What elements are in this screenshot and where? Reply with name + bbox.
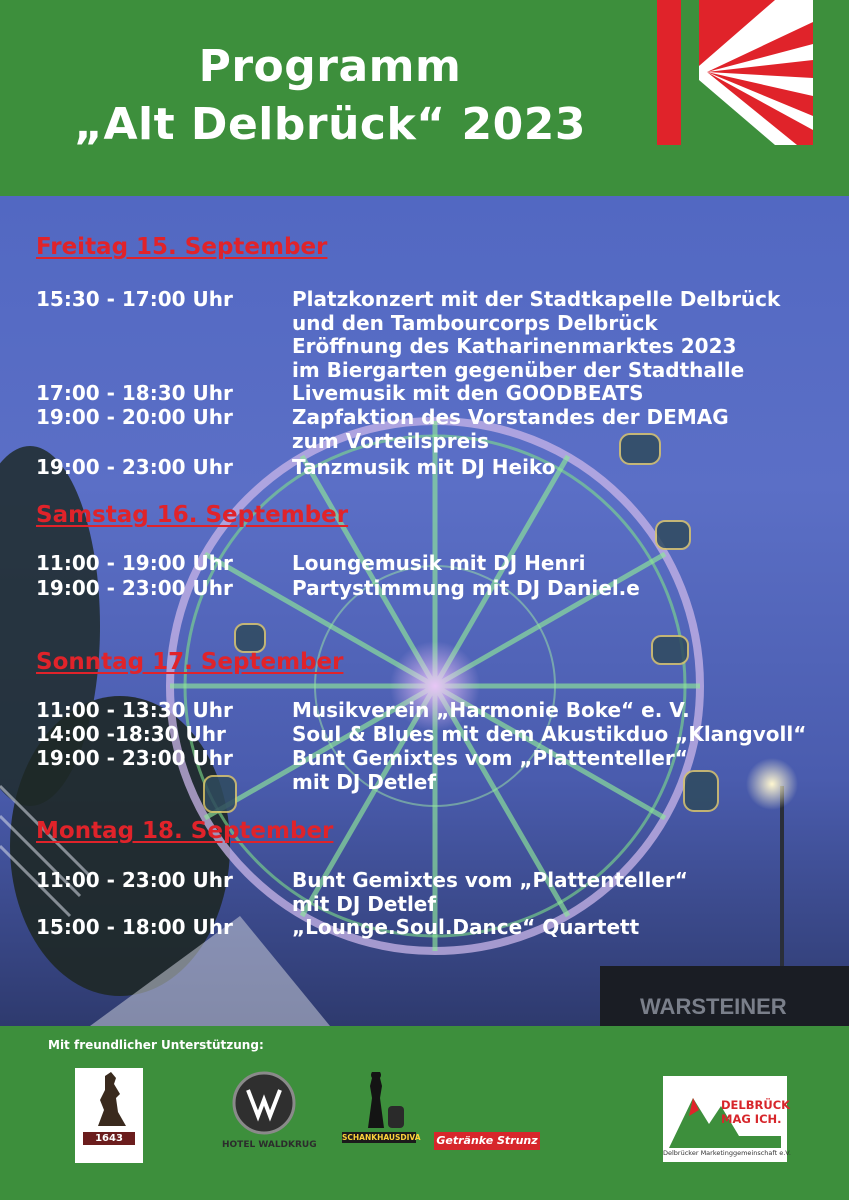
monument-statue-icon [75,1068,143,1130]
support-label: Mit freundlicher Unterstützung: [48,1038,264,1052]
event-schedule [36,196,836,1026]
dmi-line-1: DELBRÜCK [721,1098,791,1112]
title-line-1: Programm [198,41,462,92]
sponsor-footer [0,1026,849,1200]
header-banner [0,0,849,196]
event-description: Platzkonzert mit der Stadtkapelle Delbrück [292,287,781,311]
event-description: „Lounge.Soul.Dance“ Quartett [292,915,640,939]
event-description: mit DJ Detlef [292,891,437,916]
sponsor-waldkrug-label: HOTEL WALDKRUG [222,1140,317,1150]
event-time: 15:00 - 18:00 Uhr [36,915,233,939]
event-time: 11:00 - 13:30 Uhr [36,698,233,722]
title-line-2: „Alt Delbrück“ 2023 [74,99,586,150]
event-description: Partystimmung mit DJ Daniel.e [292,576,640,600]
day-heading-monday: Montag 18. September [36,818,334,844]
waldkrug-w-emblem-icon [222,1070,306,1136]
sponsor-1643-logo [75,1068,143,1163]
event-time: 17:00 - 18:30 Uhr [36,381,233,405]
event-description: Soul & Blues mit dem Akustikduo „Klangvoll“ [292,722,807,746]
dmi-line-3: Delbrücker Marketinggemeinschaft e.V. [663,1149,791,1157]
dmi-line-2: MAG ICH. [721,1112,782,1126]
event-time: 15:30 - 17:00 Uhr [36,287,233,311]
event-description: Zapfaktion des Vorstandes der DEMAG [292,405,729,429]
event-time: 19:00 - 23:00 Uhr [36,746,233,770]
event-description: Tanzmusik mit DJ Heiko [292,455,556,479]
sponsor-schankhausdiva-logo [342,1072,421,1162]
event-description: Livemusik mit den GOODBEATS [292,381,644,405]
delbrueck-k-logo-icon [657,0,813,145]
event-description: Eröffnung des Katharinenmarktes 2023 [292,334,737,358]
diva-silhouette-icon [342,1072,416,1132]
event-time: 19:00 - 23:00 Uhr [36,455,233,479]
ferris-wheel-photo [0,196,849,1026]
event-time: 19:00 - 20:00 Uhr [36,405,233,429]
sponsor-strunz-logo: Getränke Strunz [434,1132,540,1150]
event-description: Bunt Gemixtes vom „Plattenteller“ [292,868,688,892]
sponsor-delbrueck-mag-ich-logo [663,1076,791,1162]
sponsor-schankhausdiva-label: SCHANKHAUSDIVA [342,1133,421,1142]
day-heading-friday: Freitag 15. September [36,234,328,260]
day-heading-saturday: Samstag 16. September [36,502,349,528]
sponsor-waldkrug-logo [222,1070,317,1162]
page-title [0,38,660,154]
warsteiner-banner-text: WARSTEINER [640,994,787,1019]
sponsor-1643-label: 1643 [83,1132,135,1145]
event-description: zum Vorteilspreis [292,428,489,453]
event-description: Loungemusik mit DJ Henri [292,551,586,575]
event-description: im Biergarten gegenüber der Stadthalle [292,357,745,382]
day-heading-sunday: Sonntag 17. September [36,649,344,675]
event-time: 11:00 - 23:00 Uhr [36,868,233,892]
event-description: Musikverein „Harmonie Boke“ e. V. [292,698,690,722]
event-description: und den Tambourcorps Delbrück [292,310,658,335]
event-description: mit DJ Detlef [292,769,437,794]
event-time: 14:00 -18:30 Uhr [36,722,226,746]
event-description: Bunt Gemixtes vom „Plattenteller“ [292,746,688,770]
event-time: 19:00 - 23:00 Uhr [36,576,233,600]
event-time: 11:00 - 19:00 Uhr [36,551,233,575]
